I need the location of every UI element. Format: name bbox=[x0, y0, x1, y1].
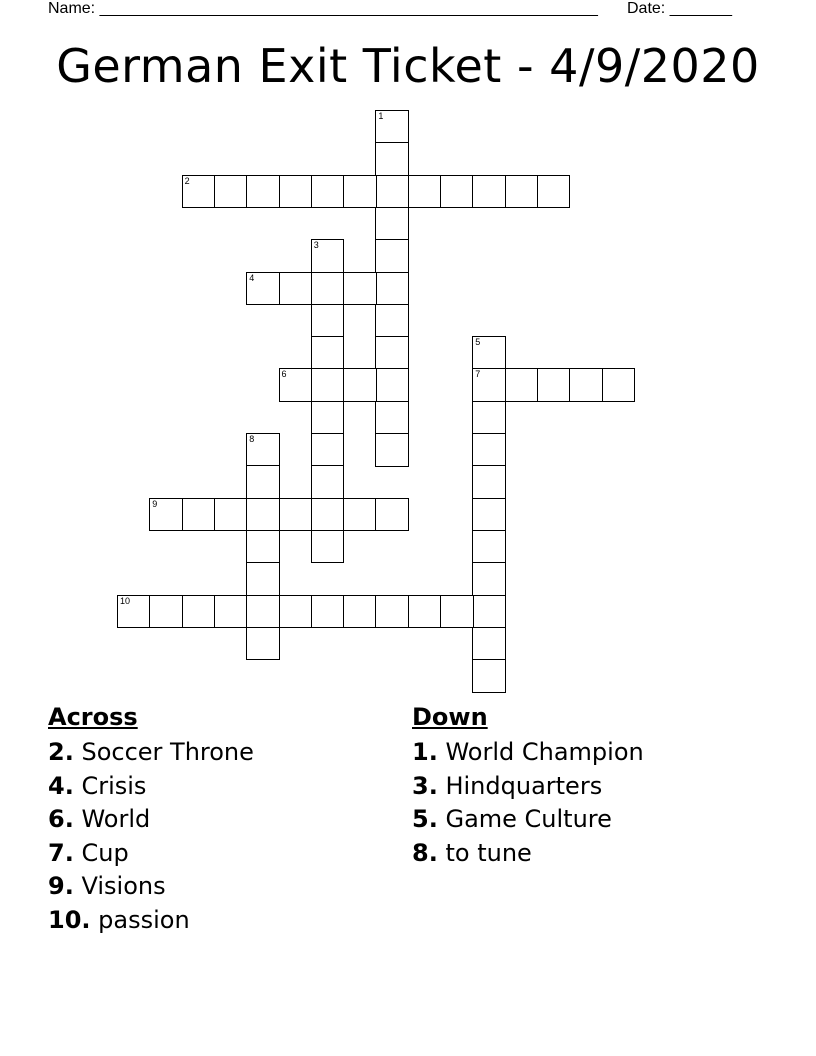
crossword-cell[interactable] bbox=[375, 498, 409, 532]
clue-number: 4. bbox=[48, 771, 74, 800]
crossword-cell[interactable] bbox=[569, 368, 603, 402]
crossword-cell[interactable] bbox=[149, 498, 183, 532]
cell-number: 10 bbox=[120, 595, 131, 606]
cell-number: 1 bbox=[378, 111, 384, 121]
crossword-cell[interactable] bbox=[472, 336, 506, 370]
clue-number: 7. bbox=[48, 838, 74, 867]
crossword-cell[interactable] bbox=[343, 175, 377, 209]
crossword-cell[interactable] bbox=[311, 368, 345, 402]
clue-text: Crisis bbox=[81, 771, 147, 800]
crossword-cell[interactable] bbox=[246, 627, 280, 661]
crossword-cell[interactable] bbox=[472, 562, 506, 596]
crossword-cell[interactable] bbox=[311, 530, 345, 564]
crossword-cell[interactable] bbox=[343, 272, 377, 306]
crossword-cell[interactable] bbox=[246, 530, 280, 564]
cell-number: 7 bbox=[475, 369, 481, 380]
crossword-cell[interactable] bbox=[343, 595, 377, 629]
crossword-cell[interactable] bbox=[472, 465, 506, 499]
crossword-cell[interactable] bbox=[472, 627, 506, 661]
crossword-cell[interactable] bbox=[375, 239, 409, 273]
crossword-cell[interactable] bbox=[472, 433, 506, 467]
crossword-cell[interactable] bbox=[149, 595, 183, 629]
crossword-cell[interactable] bbox=[311, 401, 345, 435]
crossword-cell[interactable] bbox=[311, 239, 345, 273]
page-title: German Exit Ticket - 4/9/2020 bbox=[56, 39, 760, 93]
crossword-cell[interactable] bbox=[375, 433, 409, 467]
across-clue-list bbox=[48, 736, 254, 937]
clue-text: Game Culture bbox=[445, 805, 612, 833]
down-clue-list bbox=[412, 736, 644, 870]
crossword-cell[interactable] bbox=[375, 207, 409, 241]
crossword-cell[interactable] bbox=[214, 595, 248, 629]
date-field-label: Date: _______ bbox=[627, 0, 732, 17]
crossword-cell[interactable] bbox=[311, 595, 345, 629]
clue-number: 2. bbox=[48, 738, 74, 766]
clue-number: 5. bbox=[412, 805, 438, 833]
crossword-cell[interactable] bbox=[375, 142, 409, 176]
clue-down-1 bbox=[412, 736, 644, 770]
crossword-cell[interactable] bbox=[472, 659, 506, 693]
crossword-cell[interactable] bbox=[246, 498, 280, 532]
down-heading: Down bbox=[412, 703, 488, 731]
clue-down-5 bbox=[412, 803, 644, 837]
cell-number: 4 bbox=[249, 272, 255, 283]
clue-down-8 bbox=[412, 837, 644, 871]
clue-down-3 bbox=[412, 770, 644, 804]
crossword-cell[interactable] bbox=[440, 175, 474, 209]
clue-across-7 bbox=[48, 837, 254, 871]
cell-number: 3 bbox=[313, 240, 319, 251]
clue-text: passion bbox=[98, 905, 190, 934]
crossword-cell[interactable] bbox=[472, 368, 506, 402]
crossword-cell[interactable] bbox=[505, 175, 539, 209]
crossword-cell[interactable] bbox=[311, 465, 345, 499]
clue-across-6 bbox=[48, 803, 254, 837]
crossword-cell[interactable] bbox=[311, 175, 345, 209]
clue-number: 9. bbox=[48, 872, 74, 900]
crossword-cell[interactable] bbox=[279, 175, 313, 209]
crossword-cell[interactable] bbox=[117, 595, 151, 629]
crossword-cell[interactable] bbox=[472, 498, 506, 532]
clue-across-9 bbox=[48, 870, 254, 904]
crossword-cell[interactable] bbox=[505, 368, 539, 402]
across-heading: Across bbox=[48, 703, 138, 731]
crossword-cell[interactable] bbox=[279, 498, 313, 532]
crossword-cell[interactable] bbox=[311, 498, 345, 532]
crossword-cell[interactable] bbox=[279, 368, 313, 402]
clue-number: 8. bbox=[412, 838, 438, 867]
crossword-cell[interactable] bbox=[472, 595, 506, 629]
clue-text: Hindquarters bbox=[445, 771, 603, 800]
clue-across-4 bbox=[48, 770, 254, 804]
clue-number: 10. bbox=[48, 905, 91, 934]
crossword-cell[interactable] bbox=[246, 433, 280, 467]
cell-number: 8 bbox=[249, 434, 255, 444]
crossword-cell[interactable] bbox=[246, 562, 280, 596]
crossword-cell[interactable] bbox=[472, 530, 506, 564]
crossword-cell[interactable] bbox=[279, 272, 313, 306]
clue-number: 1. bbox=[412, 738, 438, 766]
crossword-cell[interactable] bbox=[375, 336, 409, 370]
crossword-cell[interactable] bbox=[440, 595, 474, 629]
clue-across-2 bbox=[48, 736, 254, 770]
clue-number: 6. bbox=[48, 805, 74, 833]
clue-across-10 bbox=[48, 904, 254, 938]
clue-number: 3. bbox=[412, 771, 438, 800]
crossword-cell[interactable] bbox=[602, 368, 636, 402]
cell-number: 5 bbox=[475, 337, 481, 348]
crossword-cell[interactable] bbox=[375, 272, 409, 306]
crossword-cell[interactable] bbox=[246, 595, 280, 629]
crossword-cell[interactable] bbox=[214, 498, 248, 532]
crossword-cell[interactable] bbox=[311, 336, 345, 370]
clue-text: Visions bbox=[81, 872, 166, 900]
crossword-cell[interactable] bbox=[408, 175, 442, 209]
cell-number: 6 bbox=[281, 369, 287, 380]
clue-text: World Champion bbox=[445, 738, 644, 766]
crossword-cell[interactable] bbox=[472, 401, 506, 435]
crossword-cell[interactable] bbox=[343, 498, 377, 532]
cell-number: 9 bbox=[152, 498, 158, 509]
crossword-cell[interactable] bbox=[472, 175, 506, 209]
cell-number: 2 bbox=[184, 175, 190, 186]
crossword-cell[interactable] bbox=[537, 175, 571, 209]
clue-text: Cup bbox=[81, 838, 129, 867]
crossword-cell[interactable] bbox=[279, 595, 313, 629]
crossword-cell[interactable] bbox=[375, 401, 409, 435]
crossword-cell[interactable] bbox=[375, 304, 409, 338]
crossword-cell[interactable] bbox=[214, 175, 248, 209]
crossword-cell[interactable] bbox=[537, 368, 571, 402]
clue-text: Soccer Throne bbox=[81, 738, 254, 766]
crossword-cell[interactable] bbox=[375, 175, 409, 209]
crossword-cell[interactable] bbox=[182, 498, 216, 532]
crossword-cell[interactable] bbox=[311, 272, 345, 306]
crossword-cell[interactable] bbox=[343, 368, 377, 402]
crossword-cell[interactable] bbox=[375, 368, 409, 402]
clue-text: to tune bbox=[445, 838, 532, 867]
crossword-cell[interactable] bbox=[246, 465, 280, 499]
crossword-cell[interactable] bbox=[311, 433, 345, 467]
crossword-cell[interactable] bbox=[375, 595, 409, 629]
crossword-cell[interactable] bbox=[246, 272, 280, 306]
crossword-cell[interactable] bbox=[182, 175, 216, 209]
clue-text: World bbox=[81, 805, 151, 833]
crossword-cell[interactable] bbox=[182, 595, 216, 629]
crossword-cell[interactable] bbox=[408, 595, 442, 629]
crossword-cell[interactable] bbox=[311, 304, 345, 338]
name-field-label: Name: ________________________________________________________ bbox=[48, 0, 598, 17]
crossword-cell[interactable] bbox=[375, 110, 409, 144]
crossword-cell[interactable] bbox=[246, 175, 280, 209]
